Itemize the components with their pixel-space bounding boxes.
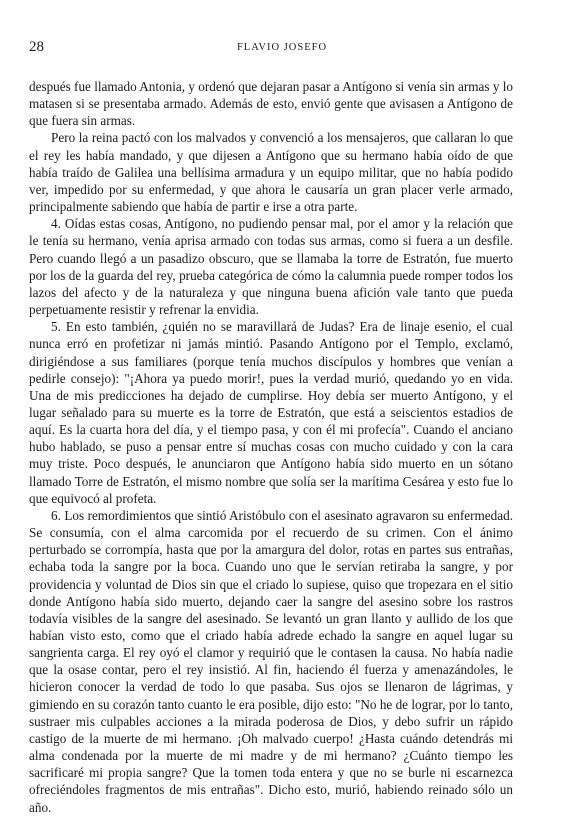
paragraph-section-5: 5. En esto también, ¿quién no se maravillará de Judas? Era de linaje esenio, el cual nunca erró en profetizar ni jamás mintió. Pasando Antígono por el Templo, exclamó, dirigiéndose a sus familiares (porque tenía muchos discípulos y hombres que venían a pedirle consejo): "¡Ahora ya puedo morir!, pues la verdad murió, quedando yo en vida. Una de mis predicciones ha dejado de cumplirse. Hoy debía ser muerto Antígono, y el lugar señalado para su muerte es la torre de Estratón, que está a seiscientos estadios de aquí. Es la cuarta hora del día, y el tiempo pasa, y con él mi profecía". Cuando el anciano hubo hablado, se puso a pensar entre sí muchas cosas con mucho cuidado y con la cara muy triste. Poco después, le anunciaron que Antígono había sido muerto en un sótano llamado Torre de Estratón, el mismo nombre que solía ser la marítima Cesárea y esto fue lo que equivocó al profeta. <box>29 319 513 506</box>
paragraph-section-6: 6. Los remordimientos que sintió Aristóbulo con el asesinato agravaron su enfermedad. Se consumía, con el alma carcomida por el recuerdo de su crimen. Con el ánimo perturbado se corrompía, hasta que por la amargura del dolor, rotas en partes sus entrañas, echaba toda la sangre por la boca. Cuando uno que le servían retiraba la sangre, y por providencia y voluntad de Dios sin que el criado lo supiese, quiso que tropezara en el sitio donde Antígono había sido muerto, dejando caer la sangre del asesino sobre los rastros todavía visibles de la sangre del asesinado. Se levantó un gran llanto y aullido de los que habían visto esto, como que el criado había adrede echado la sangre en aquel lugar su sangrienta carga. El rey oyó el clamor y requirió que le contasen la causa. No había nadie que la osase contar, pero el rey insistió. Al fin, haciendo él fuerza y amenazándoles, le hicieron conocer la verdad de todo lo que pasaba. Sus ojos se llenaron de lágrimas, y gimiendo en su corazón tanto cuanto le era posible, dijo esto: "No he de lograr, por lo tanto, sustraer mis culpables acciones a la mirada poderosa de Dios, y debo sufrir un rápido castigo de la muerte de mi hermano. ¡Oh malvado cuerpo! ¿Hasta cuándo detendrás mi alma condenada por la muerte de mi madre y de mi hermano? ¿Cuánto tiempo les sacrificaré mi propia sangre? Que la tomen toda entera y que no se burle ni escarnezca ofreciéndoles fragmentos de mis entrañas". Dicho esto, murió, habiendo reinado sólo un año. <box>29 507 513 815</box>
body-text <box>29 78 513 816</box>
page-number: 28 <box>29 39 44 55</box>
paragraph: Pero la reina pactó con los malvados y convenció a los mensajeros, que callaran lo que el rey les había mandado, y que dijesen a Antígono que su hermano había oído de que había traído de Galilea una bellísima armadura y un equipo militar, que no había podido ver, impedido por su enfermedad, y que ahora le causaría un gran placer verle armado, principalmente sabiendo que había de partir e irse a otra parte. <box>29 130 513 215</box>
running-head: FLAVIO JOSEFO <box>236 42 328 53</box>
paragraph-section-4: 4. Oídas estas cosas, Antígono, no pudiendo pensar mal, por el amor y la relación que le tenía su hermano, venía aprisa armado con todas sus armas, como si fuera a un desfile. Pero cuando llegó a un pasadizo obscuro, que se llamaba la torre de Estratón, fue muerto por los de la guarda del rey, prueba categórica de cómo la calumnia puede romper todos los lazos del afecto y de la naturaleza y que ninguna buena afición vale tanto que pueda perpetuamente resistir y refrenar la envidia. <box>29 216 513 318</box>
paragraph-continued: después fue llamado Antonia, y ordenó que dejaran pasar a Antígono si venía sin armas y lo matasen si se presentaba armado. Además de esto, envió gente que avisasen a Antígono de que fuera sin armas. <box>29 79 513 129</box>
